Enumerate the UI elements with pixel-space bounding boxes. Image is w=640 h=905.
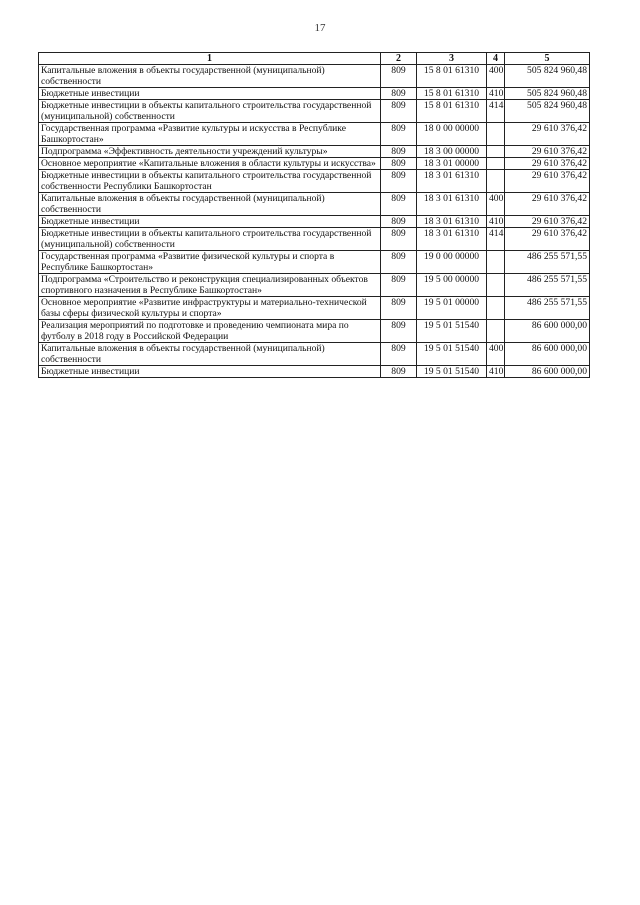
cell-expense-type: 410 [487,366,505,378]
cell-expense-type: 410 [487,216,505,228]
cell-sum: 505 824 960,48 [505,65,590,88]
cell-name: Капитальные вложения в объекты государственной (муниципальной) собственности [39,65,381,88]
cell-target-article: 19 5 01 51540 [417,366,487,378]
header-department: 2 [381,53,417,65]
cell-name: Подпрограмма «Эффективность деятельности учреждений культуры» [39,146,381,158]
cell-sum: 86 600 000,00 [505,343,590,366]
table-body [39,65,590,378]
cell-department: 809 [381,170,417,193]
cell-sum: 486 255 571,55 [505,297,590,320]
page-number: 17 [314,22,326,34]
cell-sum: 505 824 960,48 [505,100,590,123]
cell-name: Бюджетные инвестиции [39,216,381,228]
cell-department: 809 [381,216,417,228]
table-row [39,366,590,378]
cell-expense-type [487,251,505,274]
cell-target-article: 18 3 01 61310 [417,216,487,228]
cell-name: Реализация мероприятий по подготовке и проведению чемпионата мира по футболу в 2018 году в Российской Федерации [39,320,381,343]
cell-target-article: 18 3 01 61310 [417,193,487,216]
header-name: 1 [39,53,381,65]
cell-expense-type [487,158,505,170]
cell-sum: 86 600 000,00 [505,366,590,378]
table-row [39,146,590,158]
cell-target-article: 18 3 01 61310 [417,170,487,193]
cell-sum: 29 610 376,42 [505,228,590,251]
cell-expense-type: 400 [487,193,505,216]
cell-department: 809 [381,228,417,251]
cell-name: Основное мероприятие «Развитие инфраструктуры и материально-технической базы сферы физической культуры и спорта» [39,297,381,320]
cell-target-article: 18 3 00 00000 [417,146,487,158]
cell-department: 809 [381,297,417,320]
cell-sum: 29 610 376,42 [505,146,590,158]
cell-sum: 86 600 000,00 [505,320,590,343]
header-sum: 5 [505,53,590,65]
table-row [39,228,590,251]
cell-department: 809 [381,251,417,274]
cell-expense-type [487,320,505,343]
cell-sum: 29 610 376,42 [505,158,590,170]
cell-expense-type [487,123,505,146]
cell-name: Бюджетные инвестиции в объекты капитального строительства государственной (муниципальной) собственности [39,100,381,123]
table-header-row [39,53,590,65]
cell-department: 809 [381,146,417,158]
cell-expense-type: 400 [487,343,505,366]
cell-department: 809 [381,366,417,378]
cell-department: 809 [381,100,417,123]
cell-department: 809 [381,274,417,297]
cell-expense-type: 410 [487,88,505,100]
cell-department: 809 [381,65,417,88]
cell-expense-type [487,274,505,297]
cell-target-article: 18 3 01 61310 [417,228,487,251]
cell-sum: 486 255 571,55 [505,274,590,297]
table-row [39,123,590,146]
cell-department: 809 [381,343,417,366]
cell-target-article: 18 3 01 00000 [417,158,487,170]
cell-target-article: 18 0 00 00000 [417,123,487,146]
cell-name: Капитальные вложения в объекты государственной (муниципальной) собственности [39,193,381,216]
cell-expense-type: 414 [487,100,505,123]
cell-sum: 29 610 376,42 [505,216,590,228]
cell-target-article: 19 5 01 51540 [417,320,487,343]
budget-table [38,52,590,378]
cell-target-article: 19 5 01 00000 [417,297,487,320]
table-row [39,343,590,366]
cell-name: Бюджетные инвестиции в объекты капитального строительства государственной собственности Республики Башкортостан [39,170,381,193]
cell-expense-type: 414 [487,228,505,251]
cell-department: 809 [381,193,417,216]
cell-target-article: 15 8 01 61310 [417,88,487,100]
table-row [39,274,590,297]
cell-expense-type [487,297,505,320]
cell-name: Подпрограмма «Строительство и реконструкция специализированных объектов спортивного назначения в Республике Башкортостан» [39,274,381,297]
cell-target-article: 19 0 00 00000 [417,251,487,274]
cell-expense-type: 400 [487,65,505,88]
table-row [39,65,590,88]
table-row [39,320,590,343]
cell-sum: 505 824 960,48 [505,88,590,100]
cell-expense-type [487,146,505,158]
header-expense-type: 4 [487,53,505,65]
cell-name: Бюджетные инвестиции [39,88,381,100]
cell-sum: 29 610 376,42 [505,170,590,193]
table-row [39,193,590,216]
cell-sum: 29 610 376,42 [505,193,590,216]
cell-expense-type [487,170,505,193]
cell-target-article: 15 8 01 61310 [417,100,487,123]
table-row [39,100,590,123]
cell-target-article: 19 5 01 51540 [417,343,487,366]
cell-department: 809 [381,123,417,146]
cell-target-article: 15 8 01 61310 [417,65,487,88]
table-row [39,158,590,170]
cell-department: 809 [381,320,417,343]
cell-sum: 486 255 571,55 [505,251,590,274]
header-target-article: 3 [417,53,487,65]
table-row [39,170,590,193]
cell-department: 809 [381,158,417,170]
cell-name: Бюджетные инвестиции [39,366,381,378]
cell-department: 809 [381,88,417,100]
cell-name: Государственная программа «Развитие физической культуры и спорта в Республике Башкортостан» [39,251,381,274]
cell-sum: 29 610 376,42 [505,123,590,146]
table-row [39,251,590,274]
table-row [39,88,590,100]
table-row [39,297,590,320]
table-row [39,216,590,228]
cell-name: Государственная программа «Развитие культуры и искусства в Республике Башкортостан» [39,123,381,146]
cell-name: Основное мероприятие «Капитальные вложения в области культуры и искусства» [39,158,381,170]
cell-target-article: 19 5 00 00000 [417,274,487,297]
cell-name: Капитальные вложения в объекты государственной (муниципальной) собственности [39,343,381,366]
cell-name: Бюджетные инвестиции в объекты капитального строительства государственной (муниципальной) собственности [39,228,381,251]
